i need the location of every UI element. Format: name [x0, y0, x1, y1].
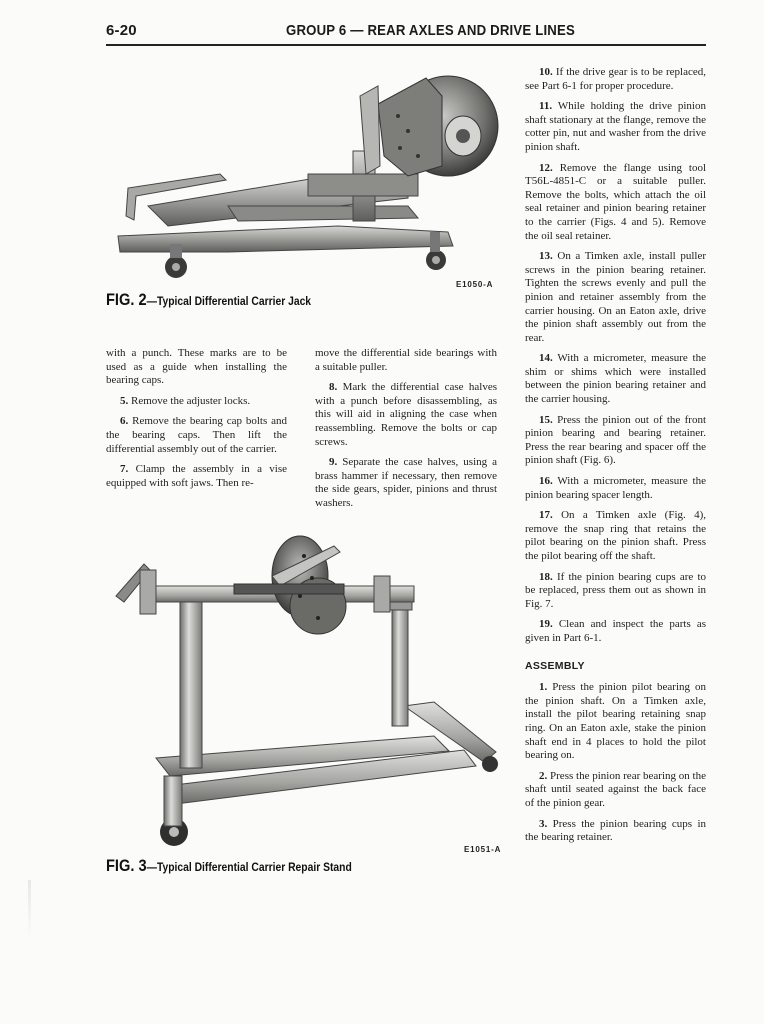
figure-3-caption-text: —Typical Differential Carrier Repair Stand — [146, 860, 352, 874]
step-10: 10. If the drive gear is to be replaced, see Part 6-1 for proper procedure. — [525, 66, 706, 92]
step-6: 6. Remove the bearing cap bolts and the bearing caps. Then lift the differential assembly out of the carrier. — [106, 415, 288, 455]
text-column-right — [525, 66, 706, 852]
step-17: 17. On a Timken axle (Fig. 4), remove the snap ring that retains the pilot bearing on the pinion shaft. Press the pilot bearing off the shaft. — [525, 509, 706, 562]
assembly-heading: ASSEMBLY — [525, 659, 585, 672]
step-7: 7. Clamp the assembly in a vise equipped with soft jaws. Then re- — [106, 463, 287, 489]
paragraph: move the differential side bearings with a suitable puller. — [315, 347, 497, 373]
assembly-step-3: 3. Press the pinion bearing cups in the bearing retainer. — [525, 817, 707, 844]
figure-3-code: E1051-A — [464, 845, 502, 854]
header-rule — [106, 44, 706, 46]
figure-3-caption — [106, 856, 352, 876]
page-number: 6-20 — [106, 22, 137, 39]
page-header-title: GROUP 6 — REAR AXLES AND DRIVE LINES — [286, 22, 575, 39]
figure-3-stand-image — [104, 526, 504, 856]
step-16: 16. With a micrometer, measure the pinion bearing spacer length. — [525, 475, 706, 501]
step-18: 18. If the pinion bearing cups are to be replaced, press them out as shown in Fig. 7. — [525, 570, 707, 610]
step-13: 13. On a Timken axle, install puller screws in the pinion bearing retainer. Tighten the screws evenly and pull the pinion and retainer assembly from the carrier housing. On an Eaton axle, drive the pinion shaft assembly out from the rear. — [525, 250, 707, 344]
carrier-jack-illustration — [108, 56, 508, 286]
figure-2-code: E1050-A — [456, 280, 494, 289]
assembly-step-2: 2. Press the pinion rear bearing on the shaft until seated against the back face of the pinion gear. — [525, 769, 706, 809]
paragraph: with a punch. These marks are to be used as a guide when installing the bearing caps. — [106, 347, 287, 387]
step-19: 19. Clean and inspect the parts as given in Part 6-1. — [525, 618, 706, 644]
page-edge-shadow — [28, 880, 31, 940]
figure-2-jack-image — [108, 56, 508, 286]
text-column-middle — [315, 347, 497, 518]
step-5: 5. Remove the adjuster locks. — [120, 394, 251, 407]
figure-2-number: FIG. 2 — [106, 290, 147, 309]
step-9: 9. Separate the case halves, using a brass hammer if necessary, then remove the side gears, spider, pinions and thrust washers. — [315, 456, 498, 509]
assembly-step-1: 1. Press the pinion pilot bearing on the pinion shaft. On a Timken axle, install the pilot bearing retaining snap ring. On an Eaton axle, stake the pinion shaft end in 4 places to hold the pilot bearing on. — [525, 681, 706, 762]
figure-2-caption-text: —Typical Differential Carrier Jack — [146, 294, 312, 308]
step-12: 12. Remove the flange using tool T56L-4851-C or a suitable puller. Remove the bolts, which attach the oil seal retainer and pinion bearing retainer to the carrier (Figs. 4 and 5). Remove the oil seal retainer. — [525, 161, 707, 242]
step-8: 8. Mark the differential case halves with a punch before disassembling, as this will aid in aligning the case when reassembling. Remove the bolts or cap screws. — [315, 381, 497, 448]
step-11: 11. While holding the drive pinion shaft stationary at the flange, remove the cotter pin, nut and washer from the drive pinion shaft. — [525, 100, 706, 153]
step-15: 15. Press the pinion out of the front pinion bearing and bearing retainer. Press the rear bearing and spacer off the pinion shaft (Fig. 6). — [525, 413, 707, 467]
figure-3-number: FIG. 3 — [106, 856, 147, 875]
figure-2-caption — [106, 290, 311, 310]
step-14: 14. With a micrometer, measure the shim or shims which were installed between the pinion bearing retainer and the carrier housing. — [525, 352, 706, 406]
repair-stand-illustration — [104, 526, 504, 856]
text-column-left — [106, 347, 287, 497]
